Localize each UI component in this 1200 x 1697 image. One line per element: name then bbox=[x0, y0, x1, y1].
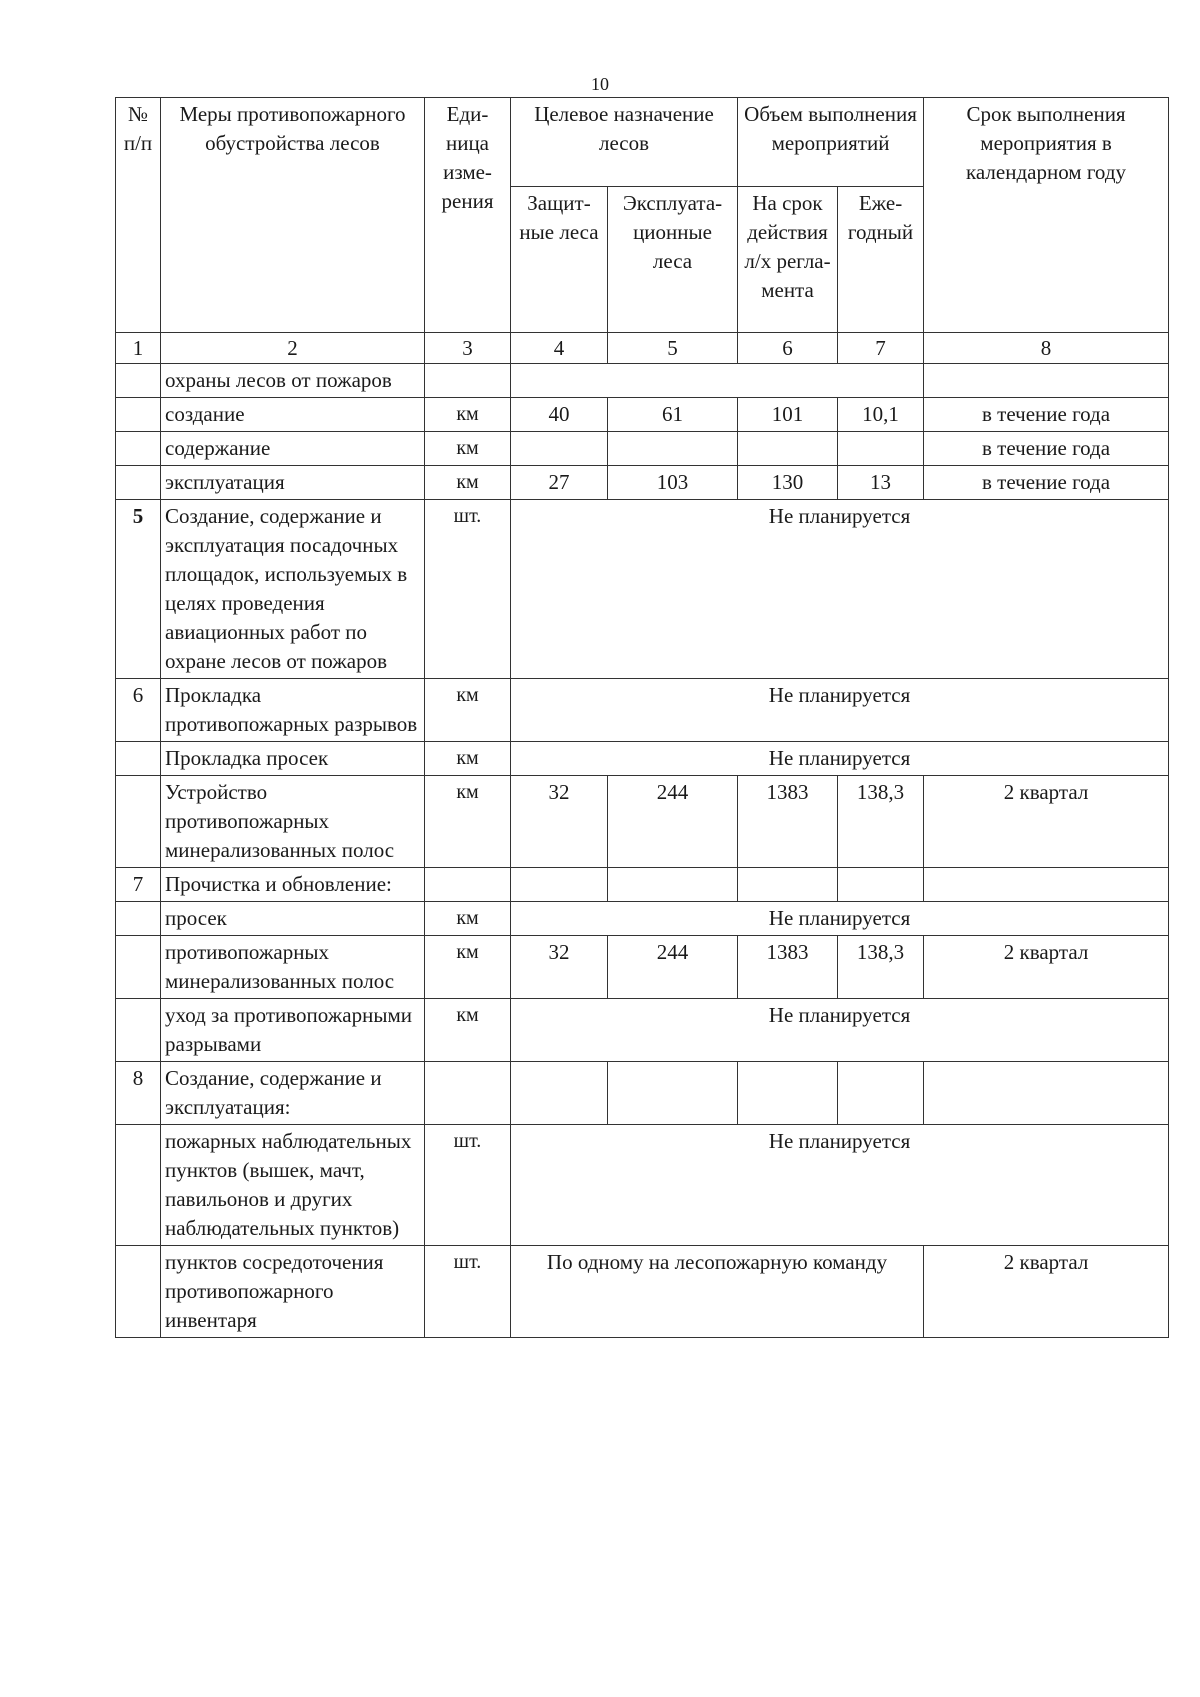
row-term: 1383 bbox=[738, 936, 838, 999]
row-term bbox=[738, 432, 838, 466]
row-deadline: 2 квартал bbox=[924, 776, 1169, 868]
row-name: уход за противопожарными разрывами bbox=[161, 999, 425, 1062]
row-num: 7 bbox=[116, 868, 161, 902]
column-number-row bbox=[116, 333, 1169, 364]
row-num bbox=[116, 776, 161, 868]
row-unit: км bbox=[425, 936, 511, 999]
table-row bbox=[116, 742, 1169, 776]
header-num: № п/п bbox=[116, 98, 161, 333]
row-not-planned: Не планируется bbox=[511, 999, 1169, 1062]
row-num: 8 bbox=[116, 1062, 161, 1125]
row-num bbox=[116, 432, 161, 466]
row-not-planned: Не планируется bbox=[511, 1125, 1169, 1246]
row-unit: шт. bbox=[425, 1125, 511, 1246]
table-row bbox=[116, 902, 1169, 936]
row-num bbox=[116, 936, 161, 999]
row-annual bbox=[838, 1062, 924, 1125]
row-exploitation: 244 bbox=[608, 936, 738, 999]
row-deadline: в течение года bbox=[924, 398, 1169, 432]
table-row bbox=[116, 999, 1169, 1062]
header-unit: Еди-ница изме-рения bbox=[425, 98, 511, 333]
row-deadline: в течение года bbox=[924, 466, 1169, 500]
row-name: Прокладка противопожарных разрывов bbox=[161, 679, 425, 742]
row-exploitation bbox=[608, 432, 738, 466]
column-number: 1 bbox=[116, 333, 161, 364]
row-term bbox=[738, 868, 838, 902]
row-name: Создание, содержание и эксплуатация: bbox=[161, 1062, 425, 1125]
row-num bbox=[116, 398, 161, 432]
row-protective: 32 bbox=[511, 936, 608, 999]
table-row bbox=[116, 936, 1169, 999]
row-exploitation: 244 bbox=[608, 776, 738, 868]
row-name: пунктов сосредоточения противопожарного инвентаря bbox=[161, 1246, 425, 1338]
table-row bbox=[116, 868, 1169, 902]
row-protective bbox=[511, 432, 608, 466]
row-unit: км bbox=[425, 432, 511, 466]
row-num: 6 bbox=[116, 679, 161, 742]
row-name: Создание, содержание и эксплуатация посадочных площадок, используемых в целях проведения авиационных работ по охране лесов от пожаров bbox=[161, 500, 425, 679]
row-term: 130 bbox=[738, 466, 838, 500]
table-row bbox=[116, 776, 1169, 868]
row-not-planned: Не планируется bbox=[511, 500, 1169, 679]
row-name: пожарных наблюдательных пунктов (вышек, мачт, павильонов и других наблюдательных пунктов) bbox=[161, 1125, 425, 1246]
row-term: 101 bbox=[738, 398, 838, 432]
header-measures: Меры противопожарного обустройства лесов bbox=[161, 98, 425, 333]
row-exploitation bbox=[608, 1062, 738, 1125]
row-deadline: 2 квартал bbox=[924, 936, 1169, 999]
row-deadline: 2 квартал bbox=[924, 1246, 1169, 1338]
row-term bbox=[738, 1062, 838, 1125]
row-annual: 13 bbox=[838, 466, 924, 500]
row-name: Прокладка просек bbox=[161, 742, 425, 776]
row-values-empty bbox=[511, 364, 924, 398]
row-annual: 10,1 bbox=[838, 398, 924, 432]
row-exploitation: 61 bbox=[608, 398, 738, 432]
row-protective bbox=[511, 1062, 608, 1125]
header-deadline: Срок выполнения мероприятия в календарном году bbox=[924, 98, 1169, 333]
column-number: 8 bbox=[924, 333, 1169, 364]
header-purpose: Целевое назначение лесов bbox=[511, 98, 738, 187]
row-num bbox=[116, 902, 161, 936]
row-annual bbox=[838, 432, 924, 466]
column-number: 3 bbox=[425, 333, 511, 364]
column-number: 2 bbox=[161, 333, 425, 364]
row-protective: 27 bbox=[511, 466, 608, 500]
column-number: 6 bbox=[738, 333, 838, 364]
row-unit: км bbox=[425, 679, 511, 742]
row-annual: 138,3 bbox=[838, 936, 924, 999]
row-protective: 32 bbox=[511, 776, 608, 868]
table-row bbox=[116, 432, 1169, 466]
page-number: 10 bbox=[591, 74, 609, 94]
table-row bbox=[116, 364, 1169, 398]
row-name: противопожарных минерализованных полос bbox=[161, 936, 425, 999]
table-row bbox=[116, 1125, 1169, 1246]
row-not-planned: Не планируется bbox=[511, 742, 1169, 776]
row-num bbox=[116, 1125, 161, 1246]
column-number: 7 bbox=[838, 333, 924, 364]
header-volume: Объем выполнения мероприятий bbox=[738, 98, 924, 187]
row-term: 1383 bbox=[738, 776, 838, 868]
header-term: На срок действия л/х регла-мента bbox=[738, 186, 838, 332]
table-row bbox=[116, 1246, 1169, 1338]
row-num: 5 bbox=[116, 500, 161, 679]
row-unit: шт. bbox=[425, 500, 511, 679]
header-protective: Защит-ные леса bbox=[511, 186, 608, 332]
row-name: Прочистка и обновление: bbox=[161, 868, 425, 902]
row-num bbox=[116, 1246, 161, 1338]
row-num bbox=[116, 466, 161, 500]
row-name: Устройство противопожарных минерализованных полос bbox=[161, 776, 425, 868]
row-unit: км bbox=[425, 398, 511, 432]
row-name: содержание bbox=[161, 432, 425, 466]
header-row-1 bbox=[116, 98, 1169, 187]
row-protective: 40 bbox=[511, 398, 608, 432]
row-protective bbox=[511, 868, 608, 902]
row-annual: 138,3 bbox=[838, 776, 924, 868]
row-deadline bbox=[924, 364, 1169, 398]
row-num bbox=[116, 742, 161, 776]
table-row bbox=[116, 679, 1169, 742]
row-name: просек bbox=[161, 902, 425, 936]
row-name: охраны лесов от пожаров bbox=[161, 364, 425, 398]
row-annual bbox=[838, 868, 924, 902]
row-unit: шт. bbox=[425, 1246, 511, 1338]
row-deadline: в течение года bbox=[924, 432, 1169, 466]
header-annual: Еже-годный bbox=[838, 186, 924, 332]
row-exploitation bbox=[608, 868, 738, 902]
row-name: эксплуатация bbox=[161, 466, 425, 500]
row-name: создание bbox=[161, 398, 425, 432]
fire-protection-measures-table bbox=[115, 97, 1169, 1338]
row-unit: км bbox=[425, 742, 511, 776]
row-unit: км bbox=[425, 776, 511, 868]
table-row bbox=[116, 500, 1169, 679]
table-row bbox=[116, 1062, 1169, 1125]
table-row bbox=[116, 398, 1169, 432]
row-deadline bbox=[924, 868, 1169, 902]
column-number: 5 bbox=[608, 333, 738, 364]
column-number: 4 bbox=[511, 333, 608, 364]
row-exploitation: 103 bbox=[608, 466, 738, 500]
row-unit bbox=[425, 364, 511, 398]
row-num bbox=[116, 364, 161, 398]
row-unit: км bbox=[425, 902, 511, 936]
row-num bbox=[116, 999, 161, 1062]
row-one-per-team: По одному на лесопожарную команду bbox=[511, 1246, 924, 1338]
row-unit: км bbox=[425, 466, 511, 500]
row-unit bbox=[425, 868, 511, 902]
row-deadline bbox=[924, 1062, 1169, 1125]
row-not-planned: Не планируется bbox=[511, 679, 1169, 742]
row-not-planned: Не планируется bbox=[511, 902, 1169, 936]
header-exploitation: Эксплуата-ционные леса bbox=[608, 186, 738, 332]
row-unit: км bbox=[425, 999, 511, 1062]
row-unit bbox=[425, 1062, 511, 1125]
table-row bbox=[116, 466, 1169, 500]
